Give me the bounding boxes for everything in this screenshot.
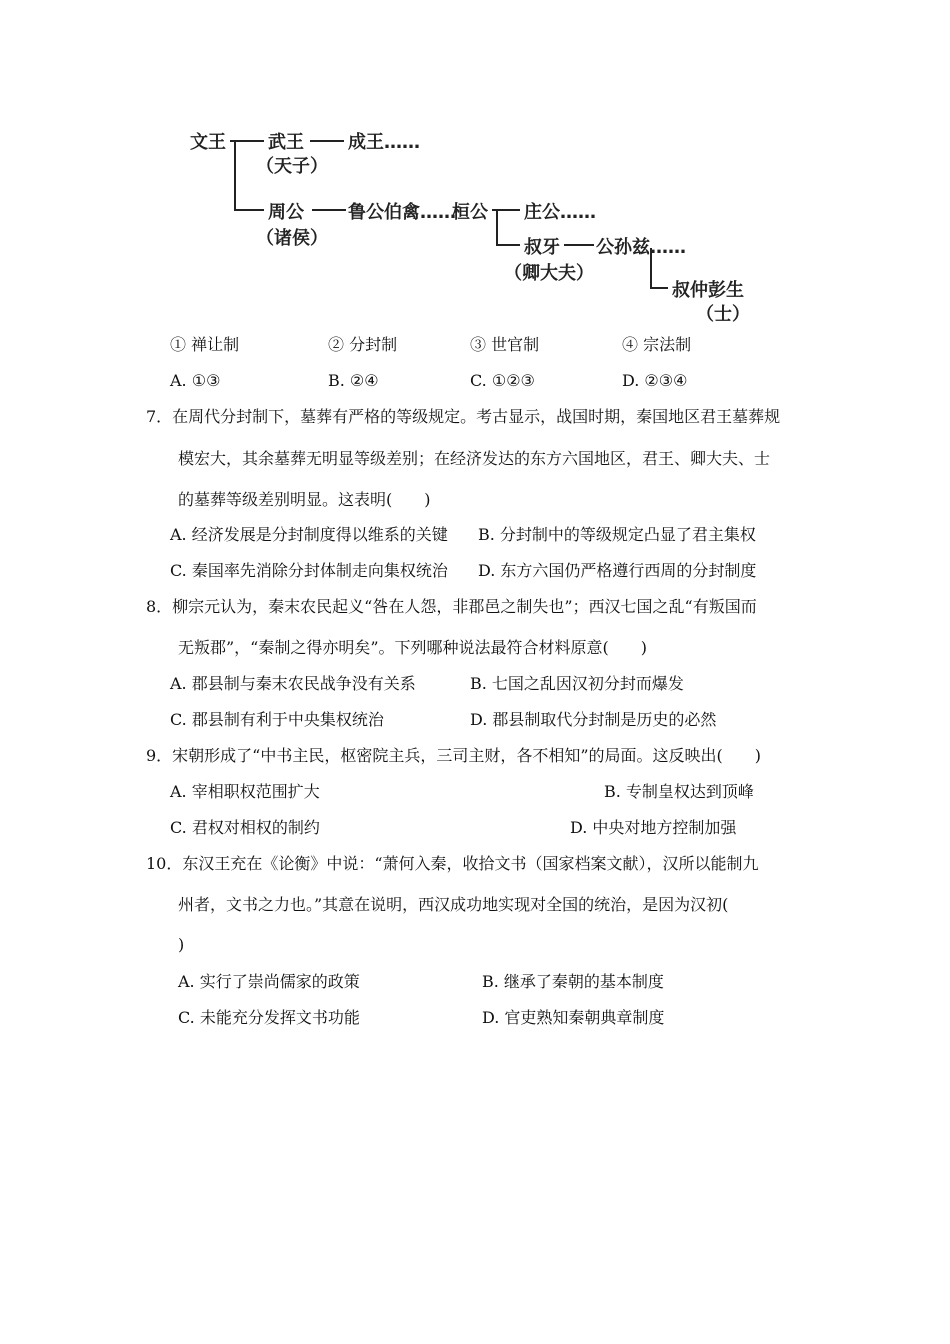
node-gongsun-zi: 公孙兹…… [596, 237, 686, 258]
q6-item-1: ① 禅让制 [170, 335, 240, 354]
q6-option-d[interactable]: D. ②③④ [622, 371, 688, 390]
node-zhuhou-label: （诸侯） [256, 228, 328, 249]
q8-option-a[interactable]: A. 郡县制与秦末农民战争没有关系 [170, 674, 416, 693]
q7-option-d[interactable]: D. 东方六国仍严格遵行西周的分封制度 [478, 561, 757, 580]
q8-option-c[interactable]: C. 郡县制有利于中央集权统治 [170, 710, 384, 729]
q6-item-4: ④ 宗法制 [622, 335, 692, 354]
q8-option-b[interactable]: B. 七国之乱因汉初分封而爆发 [470, 674, 684, 693]
line-shuya-gongsun [564, 244, 594, 246]
q9-option-b[interactable]: B. 专制皇权达到顶峰 [604, 782, 754, 801]
q10-option-a[interactable]: A. 实行了崇尚儒家的政策 [178, 972, 360, 991]
line-wenwang-vertical [234, 140, 236, 210]
q10-option-c[interactable]: C. 未能充分发挥文书功能 [178, 1008, 360, 1027]
q8-stem-line1: 8．柳宗元认为，秦末农民起义“咎在人怨，非郡邑之制失也”；西汉七国之乱“有叛国而 [146, 597, 757, 616]
line-to-shuzhong [650, 287, 668, 289]
line-to-shuya [496, 244, 520, 246]
node-tianzi-label: （天子） [256, 156, 328, 177]
q9-stem-line1: 9．宋朝形成了“中书主民，枢密院主兵，三司主财，各不相知”的局面。这反映出( ) [146, 746, 762, 765]
q8-stem-line2: 无叛郡”，“秦制之得亦明矣”。下列哪种说法最符合材料原意( ) [178, 638, 648, 657]
node-qingdafu-label: （卿大夫） [504, 263, 594, 284]
node-huangong: 桓公 [452, 202, 488, 223]
q7-option-b[interactable]: B. 分封制中的等级规定凸显了君主集权 [478, 525, 756, 544]
q6-item-3: ③ 世官制 [470, 335, 540, 354]
node-zhuanggong: 庄公…… [524, 202, 596, 223]
q10-stem-line2: 州者，文书之力也。”其意在说明，西汉成功地实现对全国的统治，是因为汉初( [178, 895, 729, 914]
node-zhougong: 周公 [268, 202, 304, 223]
line-to-wuwang [234, 140, 264, 142]
q7-option-c[interactable]: C. 秦国率先消除分封体制走向集权统治 [170, 561, 448, 580]
q10-stem-line1: 10．东汉王充在《论衡》中说：“萧何入秦，收拾文书（国家档案文献），汉所以能制九 [146, 854, 759, 873]
q9-option-a[interactable]: A. 宰相职权范围扩大 [170, 782, 320, 801]
node-chengwang: 成王…… [348, 132, 420, 153]
node-lugong-boqin: 鲁公伯禽…… [348, 202, 456, 223]
q6-option-b[interactable]: B. ②④ [328, 371, 379, 390]
q7-stem-line1: 7．在周代分封制下，墓葬有严格的等级规定。考古显示，战国时期，秦国地区君王墓葬规 [146, 407, 781, 426]
q6-option-a[interactable]: A. ①③ [170, 371, 221, 390]
line-huangong-vertical [496, 209, 498, 245]
q6-item-2: ② 分封制 [328, 335, 398, 354]
node-wuwang: 武王 [268, 132, 304, 153]
q9-option-c[interactable]: C. 君权对相权的制约 [170, 818, 320, 837]
node-shuya: 叔牙 [524, 237, 560, 258]
node-wenwang: 文王 [190, 132, 226, 153]
genealogy-diagram [190, 118, 790, 328]
node-shi-label: （士） [696, 304, 750, 325]
q6-option-c[interactable]: C. ①②③ [470, 371, 535, 390]
q7-option-a[interactable]: A. 经济发展是分封制度得以维系的关键 [170, 525, 448, 544]
node-shuzhong-pengsheng: 叔仲彭生 [672, 280, 744, 301]
line-to-zhougong [234, 209, 264, 211]
q9-option-d[interactable]: D. 中央对地方控制加强 [570, 818, 737, 837]
q7-stem-line3: 的墓葬等级差别明显。这表明( ) [178, 490, 431, 509]
line-to-zhuanggong [496, 209, 520, 211]
line-wuwang-chengwang [310, 140, 344, 142]
q10-stem-line3: ) [178, 935, 185, 954]
q10-option-b[interactable]: B. 继承了秦朝的基本制度 [482, 972, 664, 991]
q10-option-d[interactable]: D. 官吏熟知秦朝典章制度 [482, 1008, 665, 1027]
q8-option-d[interactable]: D. 郡县制取代分封制是历史的必然 [470, 710, 717, 729]
line-zhougong-lugong [312, 209, 346, 211]
q7-stem-line2: 模宏大，其余墓葬无明显等级差别；在经济发达的东方六国地区，君王、卿大夫、士 [178, 449, 771, 468]
